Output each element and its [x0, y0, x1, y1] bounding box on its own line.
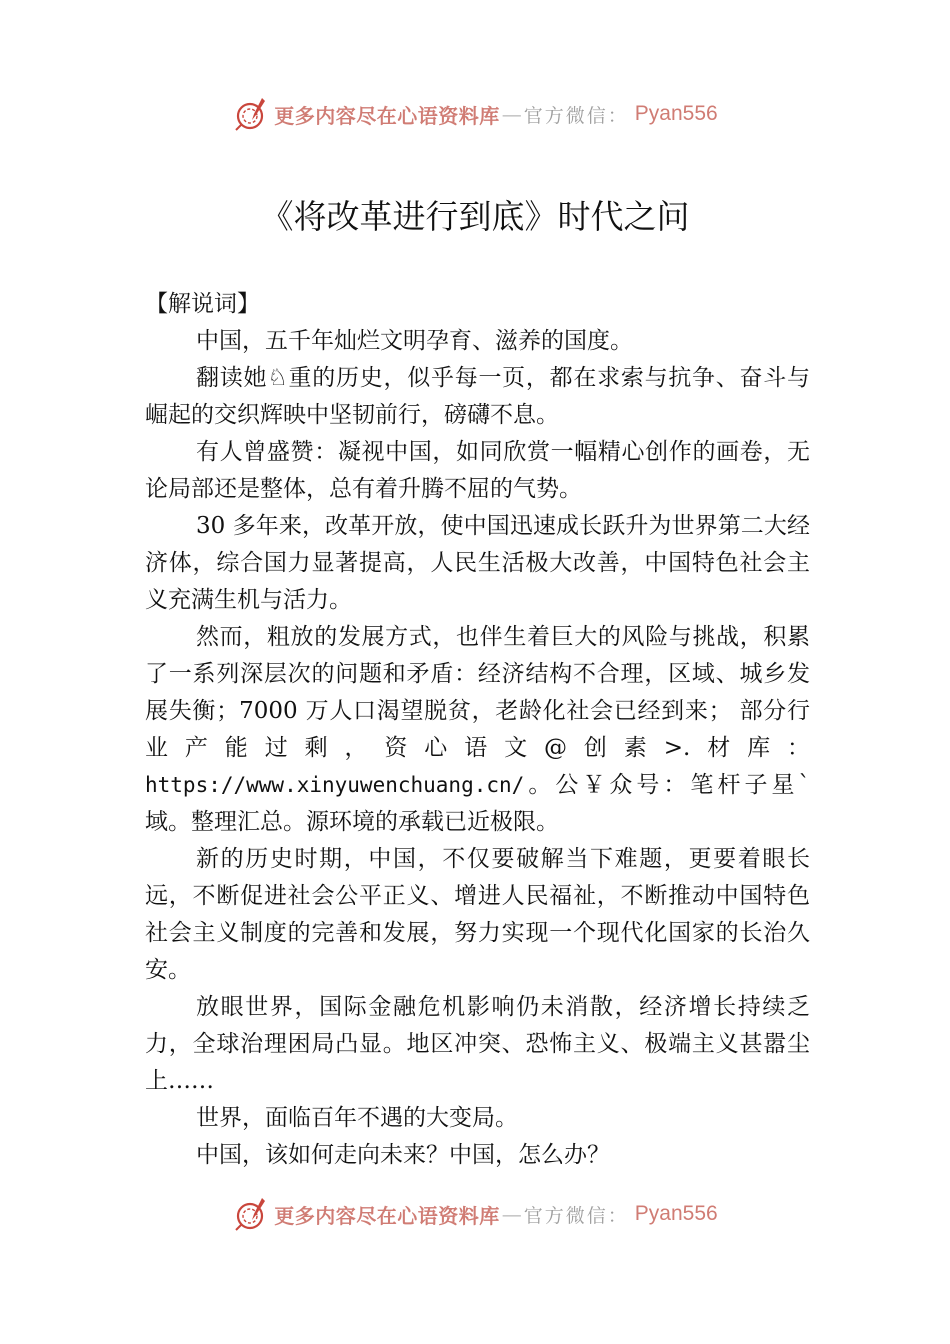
section-label: 【解说词】 [145, 291, 260, 317]
paragraph-reform-text: 然而，粗放的发展方式，也伴生着巨大的风险与挑战，积累了一系列深层次的问题和矛盾：经济结构不合理，区域、城乡发展失衡；7000 万人口渴望脱贫，老龄化社会已经到来； 部分行业产能过剩，资心语文@创素>.材库： [145, 624, 810, 761]
header-watermark-banner [0, 92, 950, 136]
banner-main-text: 更多内容尽在心语资料库 [274, 103, 500, 128]
quill-logo-icon [232, 1194, 272, 1234]
paragraph-reform-tail: 。公￥众号：笔杆子星`域。整理汇总。源环境的承载已近极限。 [145, 772, 810, 835]
document-title: 《将改革进行到底》时代之问 [260, 197, 690, 236]
paragraph: 有人曾盛赞：凝视中国，如同欣赏一幅精心创作的画卷，无论局部还是整体，总有着升腾不屈的气势。 [145, 439, 810, 502]
paragraph: 新的历史时期，中国，不仅要破解当下难题，更要着眼长远，不断促进社会公平正义、增进人民福祉，不断推动中国特色社会主义制度的完善和发展，努力实现一个现代化国家的长治久安。 [145, 846, 810, 983]
banner-dash: — [501, 102, 522, 126]
paragraph: 中国，该如何走向未来？中国，怎么办？ [196, 1142, 610, 1168]
banner-dash: — [501, 1202, 522, 1226]
paragraph: 世界，面临百年不遇的大变局。 [196, 1105, 518, 1131]
footer-watermark-banner [0, 1192, 950, 1236]
paragraph: 30 多年来，改革开放，使中国迅速成长跃升为世界第二大经济体，综合国力显著提高，人民生活极大改善，中国特色社会主义充满生机与活力。 [145, 513, 810, 613]
quill-logo-icon [232, 94, 272, 134]
watermark-url: https://www.xinyuwenchuang.cn/ [145, 773, 525, 797]
banner-wechat-id: Pyan556 [634, 1202, 718, 1225]
banner-main-text: 更多内容尽在心语资料库 [274, 1203, 500, 1228]
paragraph: 中国，五千年灿烂文明孕育、滋养的国度。 [196, 328, 633, 354]
banner-wechat-id: Pyan556 [634, 102, 718, 125]
banner-wechat-label: 官方微信： [523, 1204, 629, 1227]
paragraph: 放眼世界，国际金融危机影响仍未消散，经济增长持续乏力，全球治理困局凸显。地区冲突、恐怖主义、极端主义甚嚣尘上…… [145, 994, 810, 1094]
banner-wechat-label: 官方微信： [523, 104, 629, 127]
document-body [145, 286, 810, 1174]
paragraph-reform [145, 619, 810, 841]
paragraph: 翻读她♘重的历史，似乎每一页，都在求索与抗争、奋斗与崛起的交织辉映中坚韧前行，磅礴不息。 [145, 365, 810, 428]
